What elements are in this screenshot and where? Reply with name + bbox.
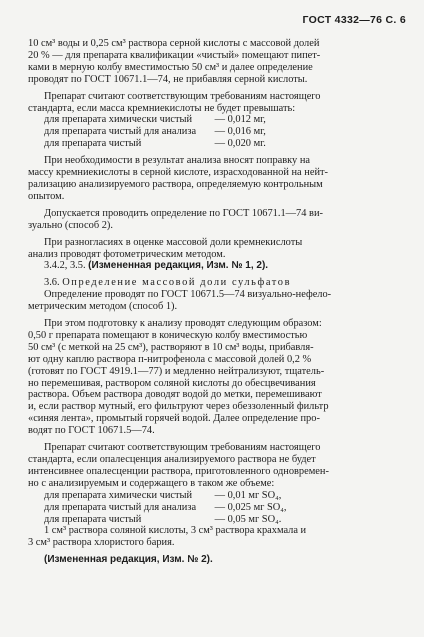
- amendment-note-1: 3.4.2, 3.5. (Измененная редакция, Изм. № 1, 2).: [44, 260, 269, 272]
- page-header: ГОСТ 4332—76 С. 6: [302, 14, 406, 26]
- dispute-paragraph: При разногласиях в оценке массовой доли кремнекислоты анализ проводят фотометрическим методом.: [28, 236, 303, 260]
- silica-norms-list: [28, 114, 402, 150]
- silica-norms-paragraph: Препарат считают соответствующим требованиям настоящего стандарта, если масса кремниекислоты не будет превышать:: [28, 90, 321, 114]
- list-item: для препарата химически чистый — 0,01 мг SO₄,: [44, 489, 282, 501]
- allowed-paragraph: Допускается проводить определение по ГОСТ 10671.1—74 ви- зуально (способ 2).: [28, 207, 323, 231]
- amendment-note-2: (Измененная редакция, Изм. № 2).: [44, 554, 213, 566]
- sulfate-norms-paragraph: Препарат считают соответствующим требованиям настоящего стандарта, если опалесценция анализируемого раствора не будет интенсивнее опалесценции раствора, приготовленного одновремен- но с анализируемым и содержащего в таком же объеме:: [28, 442, 329, 489]
- list-item: для препарата чистый для анализа — 0,025 мг SO₄,: [44, 501, 287, 513]
- sulfate-method-paragraph: Определение проводят по ГОСТ 10671.5—74 визуально-нефело- метрическим методом (способ 1).: [28, 289, 332, 313]
- list-item: для препарата чистый — 0,020 мг.: [44, 138, 266, 150]
- section-heading-3-6: 3.6. Определение массовой доли сульфатов: [44, 277, 292, 289]
- intro-paragraph: 10 см³ воды и 0,25 см³ раствора серной кислоты с массовой долей 20 % — для препарата квалификации «чистый» помещают пипет- ками в мерную колбу вместимостью 50 см³ и далее определение проводят по ГОСТ 10671.1—74, не прибавляя серной кислоты.: [28, 38, 321, 85]
- list-item: для препарата чистый для анализа — 0,016 мг,: [44, 126, 266, 138]
- preparation-paragraph: При этом подготовку к анализу проводят следующим образом: 0,50 г препарата помещают в коническую колбу вместимостью 50 см³ (с меткой на 25 см³), растворяют в 10 см³ воды, прибавля- ют одну каплю раствора п-нитрофенола с массовой долей 0,2 % (готовят по ГОСТ 4919.1—77) и медленно нейтрализуют, тщатель- но перемешивая, раствором соляной кислоты до обесцвечивания раствора. Объем раствора доводят водой до метки, перемешивают и, если раствор мутный, его фильтруют через обеззоленный фильтр «синяя лента», промытый горячей водой. Далее определение про- водят по ГОСТ 10671.5—74.: [28, 318, 329, 437]
- correction-paragraph: При необходимости в результат анализа вносят поправку на массу кремниекислоты в серной кислоте, израсходованной на нейт- рализацию анализируемого раствора, определяемую контрольным опытом.: [28, 155, 329, 202]
- reagents-paragraph: 1 см³ раствора соляной кислоты, 3 см³ раствора крахмала и 3 см³ раствора хлористого бария.: [28, 525, 307, 549]
- sulfate-norms-list: [28, 490, 402, 526]
- document-body: [28, 38, 402, 566]
- list-item: для препарата химически чистый — 0,012 мг,: [44, 114, 266, 126]
- list-item: для препарата чистый — 0,05 мг SO₄.: [44, 513, 282, 525]
